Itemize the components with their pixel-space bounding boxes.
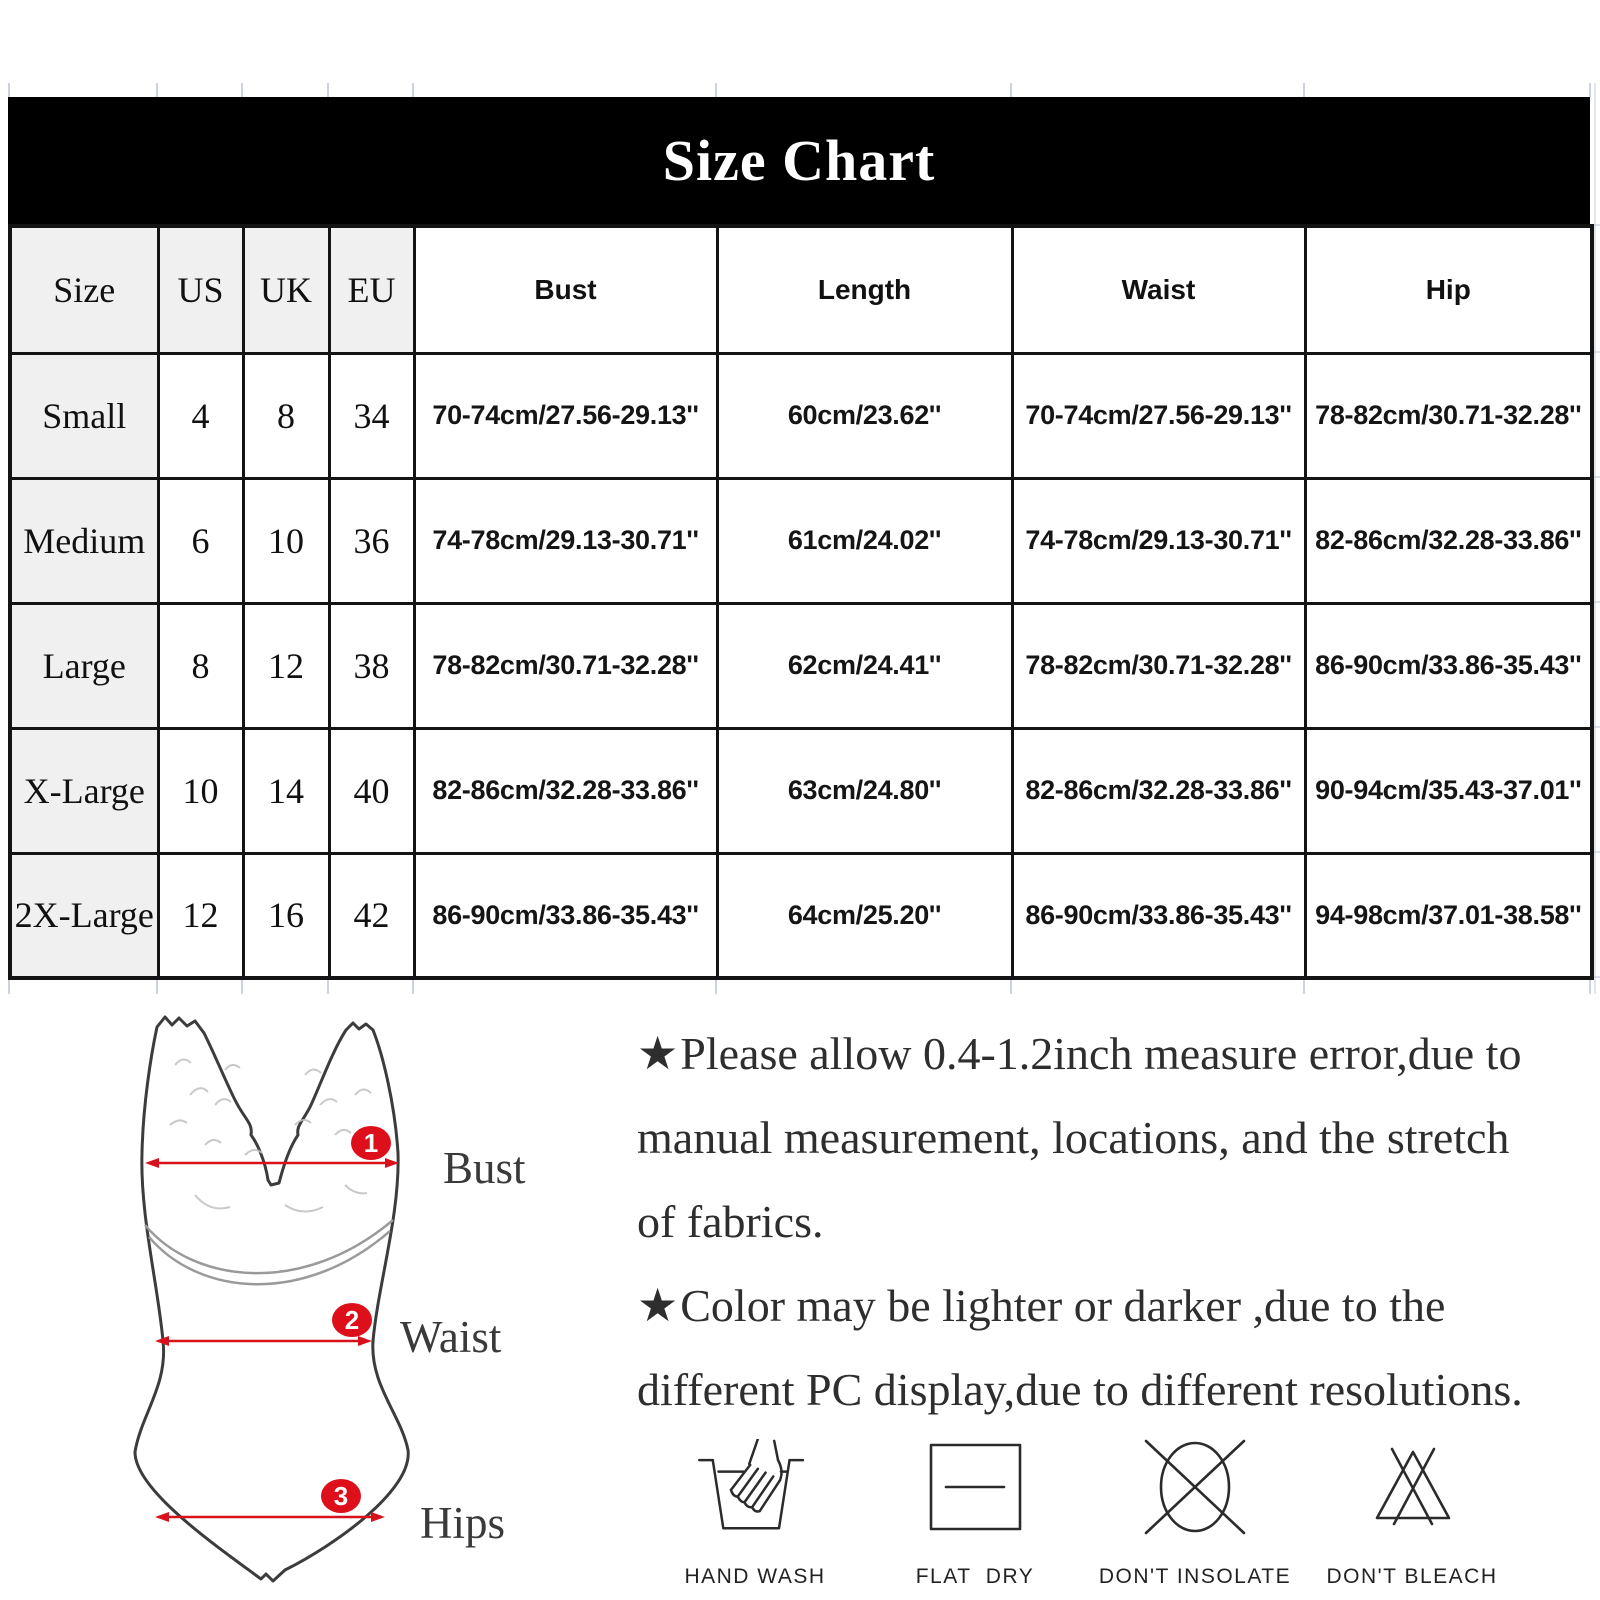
table-cell: 74-78cm/29.13-30.71'' [414,478,717,603]
care-label: DON'T BLEACH [1326,1565,1498,1588]
table-cell: 82-86cm/32.28-33.86'' [414,728,717,853]
care-item-dont-bleach [1302,1437,1522,1589]
bust-marker-number: 1 [363,1128,379,1158]
table-header-row [10,226,1592,353]
spreadsheet-gridline [156,83,158,97]
size-cell: 2X-Large [10,853,158,978]
column-header-bust: Bust [414,226,717,353]
table-cell: 8 [158,603,243,728]
waist-label: Waist [400,1312,502,1362]
dont-bleach-icon [1365,1446,1460,1528]
swimsuit-diagram [105,985,595,1600]
table-row [10,603,1592,728]
spreadsheet-gridline [241,83,243,97]
table-cell: 94-98cm/37.01-38.58'' [1305,853,1592,978]
column-header-hip: Hip [1305,226,1592,353]
note-text: different PC display,due to different resolutions. [637,1364,1523,1415]
table-cell: 40 [329,728,414,853]
spreadsheet-gridline [1010,978,1012,994]
table-cell: 12 [243,603,329,728]
size-cell: Large [10,603,158,728]
table-cell: 12 [158,853,243,978]
hand-wash-icon [696,1439,814,1535]
table-cell: 62cm/24.41'' [717,603,1012,728]
size-cell: Medium [10,478,158,603]
table-row [10,728,1592,853]
table-cell: 4 [158,353,243,478]
table-cell: 61cm/24.02'' [717,478,1012,603]
care-label: DON'T INSOLATE [1098,1565,1292,1588]
table-cell: 10 [158,728,243,853]
table-cell: 16 [243,853,329,978]
spreadsheet-gridline [715,83,717,97]
spreadsheet-gridline [715,978,717,994]
table-row [10,478,1592,603]
spreadsheet-gridline [1303,978,1305,994]
table-cell: 34 [329,353,414,478]
note-text: Color may be lighter or darker ,due to the [680,1280,1446,1331]
notes-block [637,1012,1587,1432]
table-cell: 78-82cm/30.71-32.28'' [414,603,717,728]
note-paragraph [637,1264,1587,1432]
table-cell: 74-78cm/29.13-30.71'' [1012,478,1305,603]
spreadsheet-gridline [412,83,414,97]
care-label: FLAT DRY [915,1565,1035,1588]
bust-label: Bust [443,1143,526,1193]
flat-dry-icon [928,1442,1023,1532]
dont-insolate-icon [1140,1438,1250,1536]
table-cell: 10 [243,478,329,603]
spreadsheet-gridline [1589,83,1591,97]
table-row [10,353,1592,478]
table-cell: 42 [329,853,414,978]
spreadsheet-gridline [1589,978,1591,994]
table-cell: 82-86cm/32.28-33.86'' [1305,478,1592,603]
note-text: Please allow 0.4-1.2inch measure error,due to [680,1028,1522,1079]
care-item-hand-wash [645,1437,865,1589]
column-header-uk: UK [243,226,329,353]
column-header-size: Size [10,226,158,353]
hips-marker-number: 3 [333,1481,349,1511]
care-label: HAND WASH [684,1565,826,1588]
swimsuit-outline [135,1017,408,1581]
table-cell: 78-82cm/30.71-32.28'' [1305,353,1592,478]
size-cell: Small [10,353,158,478]
note-text: manual measurement, locations, and the stretch [637,1112,1510,1163]
table-cell: 82-86cm/32.28-33.86'' [1012,728,1305,853]
table-cell: 64cm/25.20'' [717,853,1012,978]
table-cell: 38 [329,603,414,728]
column-header-length: Length [717,226,1012,353]
star-icon: ★ [637,1028,679,1079]
table-cell: 6 [158,478,243,603]
table-cell: 86-90cm/33.86-35.43'' [414,853,717,978]
star-icon: ★ [637,1280,679,1331]
table-cell: 86-90cm/33.86-35.43'' [1012,853,1305,978]
table-cell: 90-94cm/35.43-37.01'' [1305,728,1592,853]
table-cell: 70-74cm/27.56-29.13'' [414,353,717,478]
care-item-flat-dry [865,1437,1085,1589]
note-paragraph [637,1012,1587,1264]
table-cell: 14 [243,728,329,853]
hips-label: Hips [420,1498,506,1548]
table-cell: 36 [329,478,414,603]
table-cell: 86-90cm/33.86-35.43'' [1305,603,1592,728]
table-row [10,853,1592,978]
table-cell: 60cm/23.62'' [717,353,1012,478]
spreadsheet-gridline [8,83,10,97]
table-cell: 8 [243,353,329,478]
column-header-waist: Waist [1012,226,1305,353]
spreadsheet-gridline [1010,83,1012,97]
size-cell: X-Large [10,728,158,853]
page-title: Size Chart [662,128,936,193]
column-header-eu: EU [329,226,414,353]
table-cell: 63cm/24.80'' [717,728,1012,853]
table-cell: 78-82cm/30.71-32.28'' [1012,603,1305,728]
spreadsheet-gridline [1594,83,1596,994]
column-header-us: US [158,226,243,353]
spreadsheet-gridline [327,83,329,97]
size-chart-title-bar [8,97,1590,224]
size-table [8,224,1594,980]
spreadsheet-gridline [8,978,10,994]
table-cell: 70-74cm/27.56-29.13'' [1012,353,1305,478]
care-item-dont-insolate [1085,1437,1305,1589]
note-text: of fabrics. [637,1196,824,1247]
waist-marker-number: 2 [344,1305,360,1335]
spreadsheet-gridline [1303,83,1305,97]
